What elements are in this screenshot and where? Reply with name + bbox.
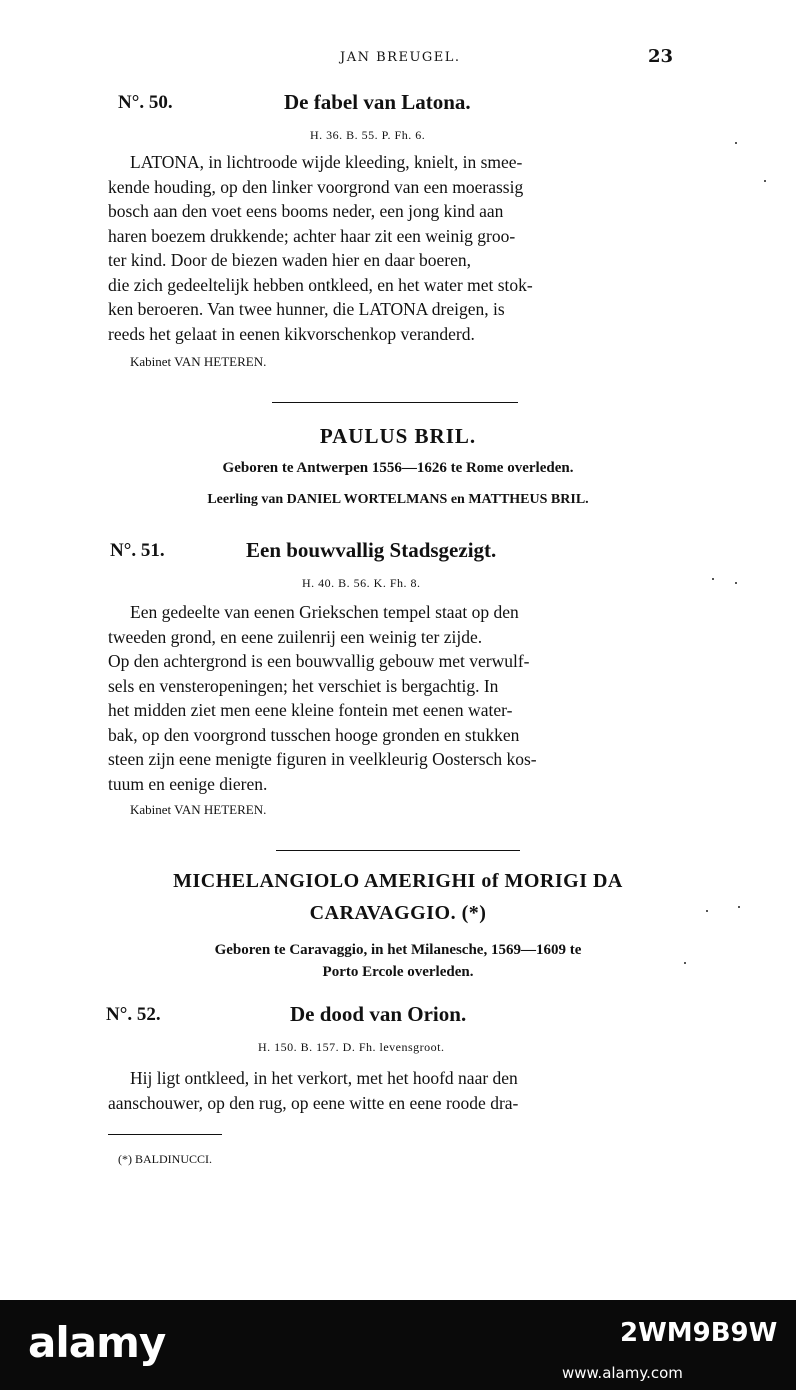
entry-50-line: ken beroeren. Van twee hunner, die LATONA dreigen, is: [108, 299, 505, 319]
print-speck: [735, 582, 737, 584]
entry-52-number: N°. 52.: [106, 1004, 161, 1025]
entry-51-line: sels en vensteropeningen; het verschiet is bergachtig. In: [108, 675, 499, 696]
entry-50-title: De fabel van Latona.: [284, 90, 471, 114]
entry-50-number: N°. 50.: [118, 92, 173, 113]
entry-52-description: [108, 1066, 686, 1115]
section-divider: [276, 850, 520, 851]
entry-50-meta: H. 36. B. 55. P. Fh. 6.: [310, 128, 426, 142]
print-speck: [712, 578, 714, 580]
entry-52-line: Hij ligt ontkleed, in het verkort, met het hoofd naar den: [130, 1068, 518, 1088]
entry-52-meta: H. 150. B. 157. D. Fh. levensgroot.: [258, 1040, 445, 1054]
watermark-url: www.alamy.com: [562, 1364, 683, 1382]
entry-52-line: aanschouwer, op den rug, op eene witte en eene roode dra-: [108, 1092, 519, 1113]
entry-51-line: steen zijn eene menigte figuren in veelkleurig Oostersch kos-: [108, 749, 537, 769]
entry-51-line: het midden ziet men eene kleine fontein met eenen water-: [108, 700, 513, 720]
entry-50-line: haren boezem drukkende; achter haar zit een weinig groo-: [108, 225, 516, 246]
print-speck: [738, 906, 740, 908]
artist-name-paulus-bril: PAULUS BRIL.: [319, 424, 477, 448]
entry-51-line: tuum en eenige dieren.: [108, 773, 268, 794]
footnote: (*) BALDINUCCI.: [118, 1152, 212, 1166]
footnote-rule: [108, 1134, 222, 1135]
artist-born-caravaggio-line2: Porto Ercole overleden.: [322, 964, 474, 980]
entry-51-cabinet: Kabinet VAN HETEREN.: [130, 802, 267, 817]
entry-50-line: ter kind. Door de biezen waden hier en daar boeren,: [108, 250, 471, 270]
entry-51-line: tweeden grond, en eene zuilenrij een weinig ter zijde.: [108, 626, 483, 647]
entry-50-line: kende houding, op den linker voorgrond van een moerassig: [108, 176, 524, 197]
entry-52-title: De dood van Orion.: [290, 1002, 467, 1026]
page-number: 23: [648, 46, 674, 67]
watermark-image-id: 2WM9B9W: [620, 1318, 778, 1348]
entry-51-line: bak, op den voorgrond tusschen hooge gronden en stukken: [108, 724, 520, 745]
print-speck: [764, 180, 766, 182]
artist-name-caravaggio-line2: CARAVAGGIO. (*): [309, 902, 487, 924]
artist-born-paulus-bril: Geboren te Antwerpen 1556—1626 te Rome overleden.: [222, 460, 574, 476]
entry-50-line: reeds het gelaat in eenen kikvorschenkop veranderd.: [108, 323, 475, 344]
artist-pupil-paulus-bril: Leerling van DANIEL WORTELMANS en MATTHEUS BRIL.: [207, 492, 589, 507]
running-head: JAN BREUGEL.: [340, 50, 461, 65]
entry-51-description: [108, 600, 686, 796]
print-speck: [735, 142, 737, 144]
print-speck: [706, 910, 708, 912]
artist-born-caravaggio-line1: Geboren te Caravaggio, in het Milanesche, 1569—1609 te: [214, 942, 582, 958]
entry-51-meta: H. 40. B. 56. K. Fh. 8.: [302, 576, 421, 590]
entry-51-line: Een gedeelte van eenen Griekschen tempel staat op den: [130, 602, 519, 622]
print-speck: [684, 962, 686, 964]
watermark-logo: alamy: [28, 1318, 166, 1367]
section-divider: [272, 402, 518, 403]
entry-51-number: N°. 51.: [110, 540, 165, 561]
entry-50-description: [108, 150, 686, 346]
entry-51-title: Een bouwvallig Stadsgezigt.: [246, 538, 497, 562]
entry-50-line: LATONA, in lichtroode wijde kleeding, knielt, in smee-: [130, 152, 523, 172]
entry-51-line: Op den achtergrond is een bouwvallig gebouw met verwulf-: [108, 651, 530, 671]
entry-50-line: die zich gedeeltelijk hebben ontkleed, en het water met stok-: [108, 274, 533, 295]
entry-50-line: bosch aan den voet eens booms neder, een jong kind aan: [108, 201, 504, 221]
entry-50-cabinet: Kabinet VAN HETEREN.: [130, 354, 267, 369]
artist-name-caravaggio-line1: MICHELANGIOLO AMERIGHI of MORIGI DA: [173, 870, 623, 892]
